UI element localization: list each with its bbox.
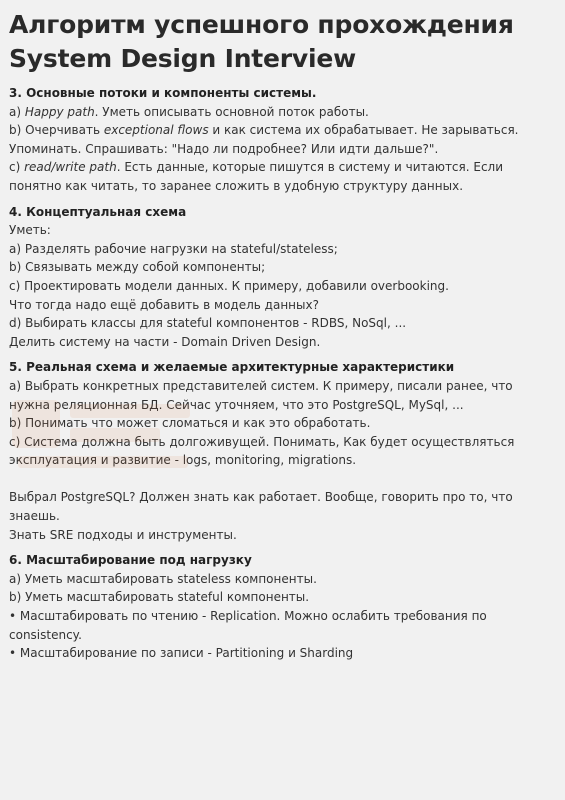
text-segment: нужна реляционная БД. Сейчас уточняем, что это PostgreSQL, MySql, ... [9, 397, 464, 412]
text-line [9, 277, 555, 296]
text-segment: Знать SRE подходы и инструменты. [9, 527, 237, 542]
section-3 [9, 84, 555, 196]
text-segment: a) Выбрать конкретных представителей систем. К примеру, писали ранее, что [9, 378, 513, 393]
text-segment: . Уметь описывать основной поток работы. [94, 104, 369, 119]
text-line [9, 433, 555, 452]
text-line [9, 296, 555, 315]
page-title: Алгоритм успешного прохождения System Design Interview [9, 10, 514, 73]
text-segment: a) Уметь масштабировать stateless компоненты. [9, 571, 317, 586]
content [9, 84, 555, 663]
text-line [9, 644, 555, 663]
text-line [9, 103, 555, 122]
text-segment: . Есть данные, которые пишутся в систему и читаются. Если [116, 160, 504, 175]
text-line [9, 314, 555, 333]
text-segment: b) Очерчивать [9, 123, 104, 138]
section-heading: 4. Концептуальная схема [9, 204, 187, 219]
text-segment: Делить систему на части - Domain Driven Design. [9, 334, 321, 349]
section-heading: 6. Масштабирование под нагрузку [9, 553, 252, 568]
text-line [9, 377, 555, 396]
text-segment: b) Понимать что может сломаться и как это обработать. [9, 416, 371, 431]
text-line [9, 177, 555, 196]
text-line [9, 488, 555, 507]
emphasis-text: Happy path [24, 104, 95, 119]
text-segment: эксплуатация и развитие - logs, monitoring, migrations. [9, 453, 357, 468]
text-segment: a) Разделять рабочие нагрузки на stateful/stateless; [9, 241, 338, 256]
text-line [9, 607, 555, 626]
text-line [9, 333, 555, 352]
text-line [9, 121, 555, 140]
text-line [9, 396, 555, 415]
text-segment: • Масштабирование по записи - Partitioning и Sharding [9, 646, 354, 661]
text-line [9, 258, 555, 277]
text-line [9, 240, 555, 259]
text-segment: Выбрал PostgreSQL? Должен знать как работает. Вообще, говорить про то, что [9, 490, 513, 505]
text-segment: a) [9, 104, 25, 119]
text-segment: знаешь. [9, 509, 60, 524]
text-line [9, 451, 555, 470]
text-segment: и как система их обрабатывает. Не зарываться. [208, 123, 519, 138]
section-heading: 3. Основные потоки и компоненты системы. [9, 86, 317, 100]
text-segment: consistency. [9, 627, 82, 642]
text-line [9, 507, 555, 526]
text-line [9, 158, 555, 177]
text-segment: Уметь: [9, 223, 51, 238]
text-segment: • Масштабировать по чтению - Replication. Можно ослабить требования по [9, 609, 487, 624]
text-segment: c) Проектировать модели данных. К примеру, добавили overbooking. [9, 278, 449, 293]
text-line [9, 221, 555, 240]
emphasis-text: read/write path [24, 160, 117, 175]
text-segment: d) Выбирать классы для stateful компонентов - RDBS, NoSql, ... [9, 316, 407, 331]
section-4 [9, 203, 555, 352]
text-line [9, 526, 555, 545]
text-line [9, 414, 555, 433]
text-segment: Упоминать. Спрашивать: "Надо ли подробнее? Или идти дальше?". [9, 141, 439, 156]
text-segment: c) Система должна быть долгоживущей. Понимать, Как будет осуществляться [9, 434, 515, 449]
text-segment: Что тогда надо ещё добавить в модель данных? [9, 297, 319, 312]
text-segment: c) [9, 160, 25, 175]
text-line [9, 588, 555, 607]
emphasis-text: exceptional flows [103, 123, 209, 138]
text-line [9, 140, 555, 159]
blank-line [9, 470, 555, 489]
section-6 [9, 551, 555, 663]
text-line [9, 626, 555, 645]
text-segment: b) Уметь масштабировать stateful компоненты. [9, 590, 310, 605]
text-segment: b) Связывать между собой компоненты; [9, 260, 266, 275]
text-segment: понятно как читать, то заранее сложить в удобную структуру данных. [9, 178, 464, 193]
section-heading: 5. Реальная схема и желаемые архитектурные характеристики [9, 360, 455, 375]
text-line [9, 570, 555, 589]
section-5 [9, 358, 555, 544]
